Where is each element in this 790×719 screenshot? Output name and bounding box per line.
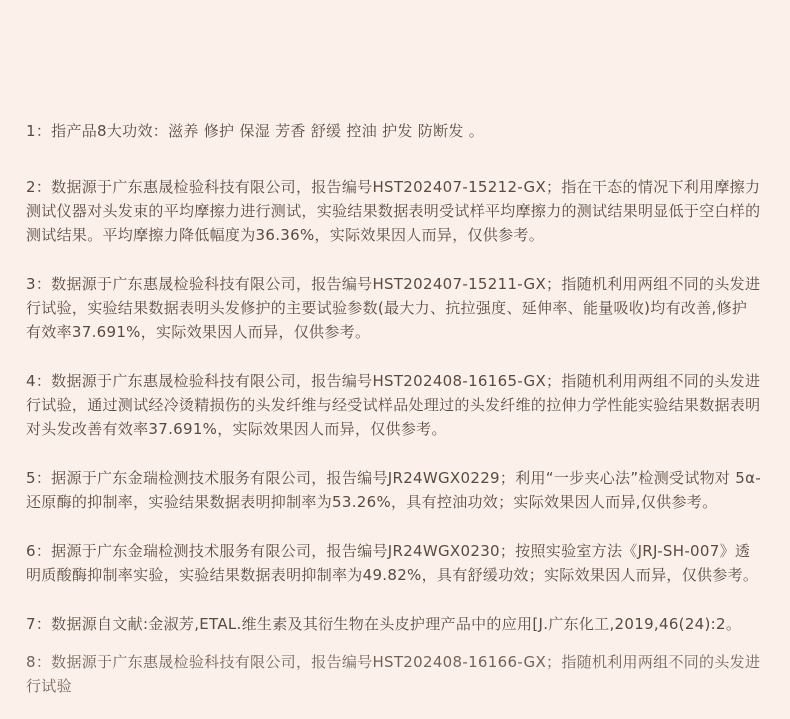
footnotes-section (26, 119, 762, 695)
footnote-1: 1：指产品8大功效：滋养 修护 保湿 芳香 舒缓 控油 护发 防断发 。 (26, 122, 485, 140)
footnote-5: 5：据源于广东金瑞检测技术服务有限公司，报告编号JR24WGX0229；利用“一步夹心法”检测受试物对 5α-还原酶的抑制率，实验结果数据表明抑制率为53.26%，具有控油功效；实际效果因人而异,仅供参考。 (26, 469, 762, 511)
footnote-2: 2：数据源于广东惠晟检验科技有限公司，报告编号HST202407-15212-GX；指在干态的情况下利用摩擦力测试仪器对头发束的平均摩擦力进行测试，实验结果数据表明受试样平均摩擦力的测试结果明显低于空白样的测试结果。平均摩擦力降低幅度为36.36%，实际效果因人而异，仅供参考。 (26, 178, 761, 244)
footnote-7: 7：数据源自文献:金淑芳,ETAL.维生素及其衍生物在头皮护理产品中的应用[J.广东化工,2019,46(24):2。 (26, 615, 742, 633)
footnote-8-partial: 8：数据源于广东惠晟检验科技有限公司，报告编号HST202408-16166-GX；指随机利用两组不同的头发进行试验 (26, 653, 761, 695)
footnote-4: 4：数据源于广东惠晟检验科技有限公司，报告编号HST202408-16165-GX；指随机利用两组不同的头发进行试验，通过测试经冷烫精损伤的头发纤维与经受试样品处理过的头发纤维的拉伸力学性能实验结果数据表明对头发改善有效率37.691%，实际效果因人而异，仅供参考。 (26, 372, 761, 438)
footnote-6: 6：据源于广东金瑞检测技术服务有限公司，报告编号JR24WGX0230；按照实验室方法《JRJ-SH-007》透明质酸酶抑制率实验，实验结果数据表明抑制率为49.82%，具有舒缓功效；实际效果因人而异，仅供参考。 (26, 542, 759, 584)
footnote-3: 3：数据源于广东惠晟检验科技有限公司，报告编号HST202407-15211-GX；指随机利用两组不同的头发进行试验，实验结果数据表明头发修护的主要试验参数(最大力、抗拉强度、延伸率、能量吸收)均有改善,修护有效率37.691%，实际效果因人而异，仅供参考。 (26, 275, 761, 341)
